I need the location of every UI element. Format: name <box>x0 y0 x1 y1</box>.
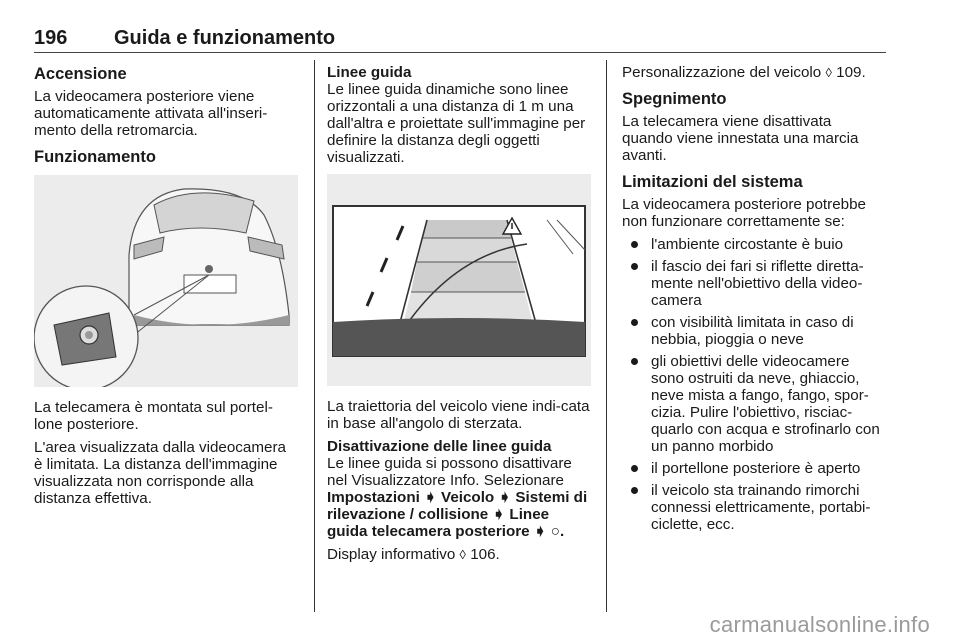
arrow-icon: ➧ <box>498 489 512 506</box>
menu-veicolo: Veicolo <box>441 489 495 506</box>
paragraph-montata: La telecamera è montata sul portel-lone posteriore. <box>34 399 273 433</box>
bullet-icon <box>631 263 638 270</box>
heading-limitazioni: Limitazioni del sistema <box>622 173 803 191</box>
list-item: l'ambiente circostante è buio <box>622 236 886 253</box>
menu-sistemi: Sistemi di rilevazione / collisione <box>327 489 588 523</box>
list-item: il veicolo sta trainando rimorchi connessi elettricamente, portabi-ciclette, ecc. <box>622 482 886 533</box>
column-divider <box>606 60 607 612</box>
paragraph-limitazioni: La videocamera posteriore potrebbe non funzionare correttamente se: <box>622 196 866 230</box>
menu-path: Impostazioni ➧ Veicolo ➧ Sistemi di rilevazione / collisione ➧ Linee guida telecamera posteriore ➧ ○. <box>327 489 588 540</box>
personalizzazione-reference: Personalizzazione del veicolo ◊ 109. <box>622 64 866 81</box>
heading-accensione: Accensione <box>34 65 127 83</box>
paragraph-disattivazione: Le linee guida si possono disattivare nel Visualizzatore Info. Selezionare <box>327 455 572 489</box>
bullet-icon <box>631 241 638 248</box>
watermark: carmanualsonline.info <box>709 612 930 637</box>
page-number: 196 <box>34 27 68 49</box>
column-1 <box>34 64 298 513</box>
paragraph-spegnimento: La telecamera viene disattivata quando viene innestata una marcia avanti. <box>622 113 859 164</box>
heading-funzionamento: Funzionamento <box>34 148 156 166</box>
paragraph-accensione: La videocamera posteriore viene automaticamente attivata all'inseri-mento della retromarcia. <box>34 88 268 139</box>
display-text: Display informativo <box>327 546 456 563</box>
circle-icon: ○ <box>550 523 560 540</box>
list-item: il portellone posteriore è aperto <box>622 460 886 477</box>
menu-impostazioni: Impostazioni <box>327 489 420 506</box>
paragraph-traiettoria: La traiettoria del veicolo viene indi-cata in base all'angolo di sterzata. <box>327 398 590 432</box>
paragraph-area: L'area visualizzata dalla videocamera è limitata. La distanza dell'immagine visualizzata non corrisponde alla distanza effettiva. <box>34 439 286 507</box>
reference-icon: ◊ <box>459 547 466 562</box>
personalizzazione-text: Personalizzazione del veicolo <box>622 64 822 81</box>
bullet-icon <box>631 487 638 494</box>
paragraph-linee-guida: Le linee guida dinamiche sono linee orizzontali a una distanza di 1 m una dall'altra e proiettate sull'immagine per definire la distanza degli oggetti visualizzati. <box>327 81 586 166</box>
personalizzazione-page-ref: 109 <box>836 64 862 81</box>
arrow-icon: ➧ <box>424 489 437 506</box>
bullet-icon <box>631 465 638 472</box>
display-reference: Display informativo ◊ 106. <box>327 546 500 563</box>
heading-spegnimento: Spegnimento <box>622 90 727 108</box>
column-3 <box>622 64 886 538</box>
bullet-icon <box>631 319 638 326</box>
page-title: Guida e funzionamento <box>114 27 336 49</box>
page-header <box>34 27 886 53</box>
reference-icon: ◊ <box>825 65 832 80</box>
column-2 <box>327 64 591 569</box>
rear-camera-illustration <box>34 175 298 387</box>
guide-lines-illustration <box>327 174 591 386</box>
column-divider <box>314 60 315 612</box>
menu-linee-guida: Linee guida telecamera posteriore <box>327 506 550 540</box>
display-page-ref: 106 <box>470 546 496 563</box>
heading-linee-guida: Linee guida <box>327 64 412 81</box>
arrow-icon: ➧ <box>533 523 547 540</box>
limitations-list <box>622 236 886 533</box>
list-item: il fascio dei fari si riflette diretta-mente nell'obiettivo della video-camera <box>622 258 886 309</box>
bullet-icon <box>631 358 638 365</box>
heading-disattivazione: Disattivazione delle linee guida <box>327 438 552 455</box>
list-item: gli obiettivi delle videocamere sono ostruiti da neve, ghiaccio, neve mista a fango, fango, spor-cizia. Pulire l'obiettivo, risciac-quarlo con acqua e strofinarlo con un panno morbido <box>622 353 886 455</box>
list-item: con visibilità limitata in caso di nebbia, pioggia o neve <box>622 314 886 348</box>
arrow-icon: ➧ <box>492 506 506 523</box>
